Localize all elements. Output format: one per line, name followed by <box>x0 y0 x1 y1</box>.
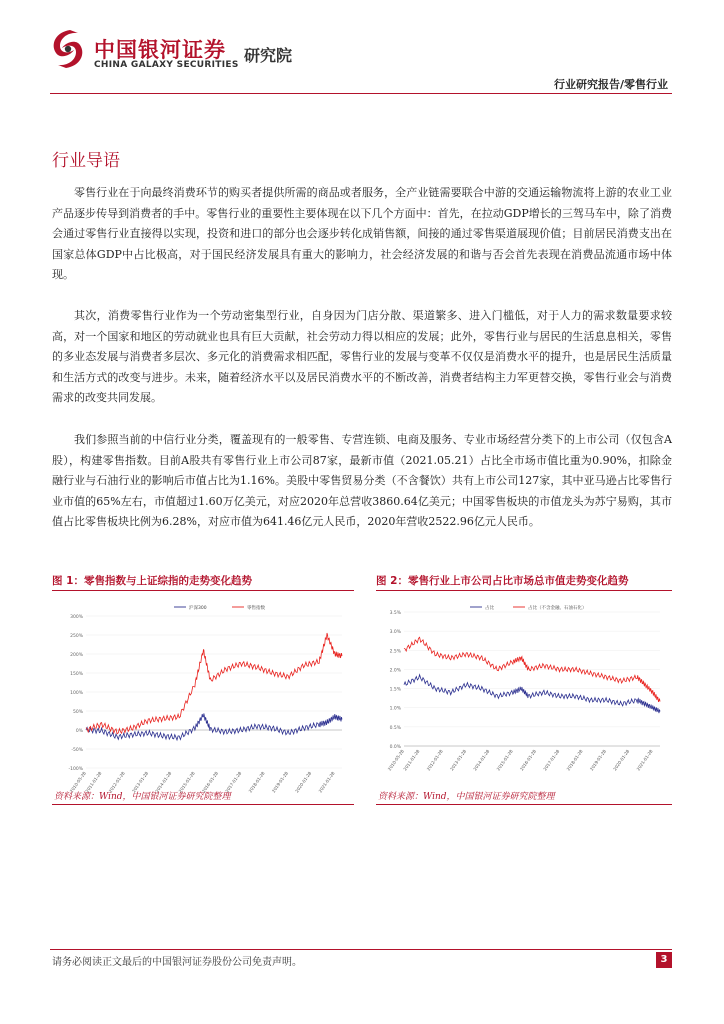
x-tick-label: 2011-01-28 <box>402 748 421 772</box>
figure-1-top-rule <box>52 590 354 591</box>
series-line <box>404 675 660 713</box>
x-tick-label: 2017-01-28 <box>224 770 243 794</box>
paragraph-1: 零售行业在于向最终消费环节的购买者提供所需的商品或者服务，全产业链需要联合中游的交通运输物流将上游的农业工业产品逐步传导到消费者的手中。零售行业的重要性主要体现在以下几个方面中：首先，在拉动GDP增长的三驾马车中，除了消费会通过零售行业直接得以实现，投资和进口的部分也会逐步转化成销售额，间接的通过零售渠道展现价值；目前居民消费支出在国家总体GDP中占比极高，对于国民经济发展具有重大的影响力，社会经济发展的和谐与否会首先表现在消费品流通市场中体现。 <box>52 186 672 281</box>
figure-2-bottom-rule <box>376 804 672 805</box>
legend-label: 沪深300 <box>189 606 207 611</box>
x-tick-label: 2011-01-28 <box>84 770 103 794</box>
x-tick-label: 2021-01-28 <box>317 770 336 794</box>
y-tick-label: 0% <box>75 729 83 734</box>
figure-1-bottom-rule <box>52 804 354 805</box>
x-tick-label: 2019-01-28 <box>270 770 289 794</box>
x-tick-label: 2015-01-28 <box>177 770 196 794</box>
y-tick-label: 0.5% <box>389 725 401 731</box>
y-tick-label: -50% <box>71 748 83 753</box>
x-tick-label: 2016-01-28 <box>200 770 219 794</box>
figure-1-source: 资料来源：Wind，中国银河证券研究院整理 <box>54 792 231 802</box>
y-tick-label: 3.0% <box>389 630 401 636</box>
y-tick-label: 2.5% <box>389 649 401 655</box>
series-line <box>86 633 342 734</box>
y-tick-label: 0.0% <box>389 745 401 750</box>
figure-1-chart <box>56 598 352 794</box>
header-divider <box>50 93 672 94</box>
y-tick-label: 2.0% <box>389 668 401 674</box>
x-tick-label: 2012-01-28 <box>425 748 444 772</box>
y-tick-label: 300% <box>70 615 83 620</box>
paragraph-3: 我们参照当前的中信行业分类，覆盖现有的一般零售、专营连锁、电商及服务、专业市场经营分类下的上市公司（仅包含A股），构建零售指数。目前A股共有零售行业上市公司87家，最新市值（2021.05.21）占比全市场市值比重为0.90%，扣除金融行业与石油行业的影响后市值占比为1.16%。美股中零售贸易分类（不含餐饮）共有上市公司127家，其中亚马逊占比零售行业市值的65%左右，市值超过1.60万亿美元，对应2020年总营收3860.64亿美元；中国零售板块的市值龙头为苏宁易购，其市值占比零售板块比例为6.28%，对应市值为641.46亿元人民币，2020年营收2522.96亿元人民币。 <box>52 433 672 528</box>
x-tick-label: 2010-05-28 <box>386 748 405 772</box>
x-tick-label: 2020-01-28 <box>294 770 313 794</box>
y-tick-label: 3.5% <box>389 611 401 616</box>
x-tick-label: 2018-01-28 <box>565 748 584 772</box>
y-tick-label: 250% <box>70 634 83 639</box>
figure-2-chart <box>378 598 670 780</box>
institute-name: 研究院 <box>244 46 293 65</box>
figure-2-source: 资料来源：Wind，中国银河证券研究院整理 <box>378 792 555 802</box>
y-tick-label: 50% <box>72 710 83 715</box>
x-tick-label: 2013-01-28 <box>449 748 468 772</box>
legend-label: 占比 <box>485 606 494 611</box>
x-tick-label: 2012-01-28 <box>107 770 126 794</box>
x-tick-label: 2021-01-28 <box>635 748 654 772</box>
figure-1-caption: 图 1：零售指数与上证综指的走势变化趋势 <box>52 575 252 587</box>
x-tick-label: 2018-01-28 <box>247 770 266 794</box>
figure-2-caption: 图 2：零售行业上市公司占比市场总市值走势变化趋势 <box>376 575 629 587</box>
figure-2-top-rule <box>376 590 672 591</box>
paragraph-2: 其次，消费零售行业作为一个劳动密集型行业，自身因为门店分散、渠道繁多、进入门槛低，对于人力的需求数量要求较高，对一个国家和地区的劳动就业也具有巨大贡献，社会劳动力得以相应的发展；此外，零售行业与居民的生活息息相关，零售的多业态发展与消费者多层次、多元化的消费需求相匹配，零售行业的发展与变革不仅仅是消费水平的提升，也是居民生活质量和生活方式的改变与进步。未来，随着经济水平以及居民消费水平的不断改善，消费者结构主力军更替交换，零售行业会与消费需求的改变共同发展。 <box>52 309 672 404</box>
series-line <box>86 713 342 740</box>
x-tick-label: 2010-05-28 <box>68 770 87 794</box>
footer-disclaimer: 请务必阅读正文最后的中国银河证券股份公司免责声明。 <box>52 957 302 968</box>
x-tick-label: 2019-01-28 <box>588 748 607 772</box>
x-tick-label: 2016-01-28 <box>518 748 537 772</box>
y-tick-label: -100% <box>68 767 83 772</box>
y-tick-label: 1.0% <box>389 706 401 712</box>
page-number: 3 <box>656 952 672 968</box>
legend-label: 零售指数 <box>247 606 265 611</box>
x-tick-label: 2013-01-28 <box>131 770 150 794</box>
y-tick-label: 150% <box>70 672 83 677</box>
footer-divider <box>50 949 672 950</box>
x-tick-label: 2020-01-28 <box>612 748 631 772</box>
brand-name-cn: 中国银河证券 <box>94 38 226 62</box>
y-tick-label: 200% <box>70 653 83 658</box>
y-tick-label: 100% <box>70 691 83 696</box>
report-category: 行业研究报告/零售行业 <box>553 78 668 91</box>
legend-label: 占比（不含金融、石油石化） <box>528 606 587 611</box>
x-tick-label: 2014-01-28 <box>472 748 491 772</box>
x-tick-label: 2015-01-28 <box>495 748 514 772</box>
y-tick-label: 1.5% <box>389 687 401 693</box>
galaxy-logo-icon <box>48 26 88 72</box>
x-tick-label: 2014-01-28 <box>154 770 173 794</box>
x-tick-label: 2017-01-28 <box>542 748 561 772</box>
brand-name-en: CHINA GALAXY SECURITIES <box>94 60 239 70</box>
section-title: 行业导语 <box>52 151 120 171</box>
